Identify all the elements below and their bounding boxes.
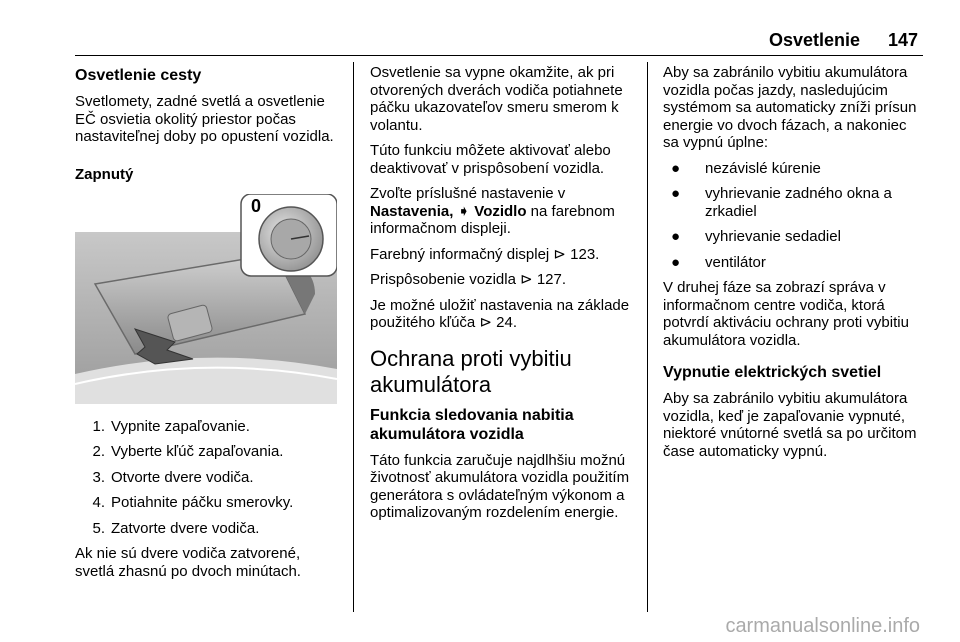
page-number: 147	[887, 30, 918, 50]
paragraph-key-settings: Je možné uložiť nastavenia na základe použitého kľúča ⊳ 24.	[370, 296, 630, 331]
paragraph-second-phase: V druhej fáze sa zobrazí správa v informačnom centre vodiča, ktorá potvrdí aktiváciu ochrany proti vybitiu akumulátora vozidla.	[663, 279, 909, 349]
list-item: ● ventilátor	[671, 253, 766, 271]
column-divider-2	[647, 62, 648, 612]
settings-link: Nastavenia	[370, 202, 450, 220]
subheading-on: Zapnutý	[75, 165, 134, 183]
steps-list	[75, 418, 343, 538]
list-item: 4. Potiahnite páčku smerovky.	[92, 494, 294, 511]
paragraph-power-reduction: Aby sa zabránilo vybitiu akumulátora vozidla počas jazdy, nasledujúcim systémom sa automaticky zníži prísun energie vo dvoch fázach, a nakoniec sa vypnú úplne:	[663, 64, 917, 151]
reference-display: Farebný informačný displej ⊳ 123.	[370, 245, 600, 263]
column-divider-1	[353, 62, 354, 612]
section-title: Osvetlenie	[768, 30, 860, 50]
list-item: ● nezávislé kúrenie	[671, 159, 821, 177]
turn-signal-stalk-image	[75, 194, 337, 404]
paragraph-doors-open: Ak nie sú dvere vodiča zatvorené, svetlá zhasnú po dvoch minútach.	[75, 545, 301, 580]
vehicle-link: Vozidlo	[474, 202, 527, 220]
list-item: ● vyhrievanie zadného okna a zrkadiel	[671, 185, 892, 220]
heading-battery-protection: Ochrana proti vybitiu akumulátora	[370, 345, 572, 397]
paragraph-select-setting: Zvoľte príslušné nastavenie v Nastavenia, ➧ Vozidlo na farebnom informačnom displeji.	[370, 185, 615, 237]
column-3	[663, 64, 925, 468]
list-item: 2. Vyberte kľúč zapaľovania.	[92, 443, 284, 460]
column-1	[75, 64, 343, 588]
figure-badge: 0	[251, 195, 262, 216]
header-rule	[75, 55, 923, 56]
list-item: ● vyhrievanie sedadiel	[671, 228, 841, 245]
heading-exit-lighting: Osvetlenie cesty	[75, 67, 202, 84]
heading-battery-monitoring: Funkcia sledovania nabitia akumulátora vozidla	[370, 406, 574, 443]
list-item: 1. Vypnite zapaľovanie.	[92, 417, 250, 435]
paragraph-battery-monitoring: Táto funkcia zaručuje najdlhšiu možnú životnosť akumulátora vozidla použitím generátora s ovládateľným výkonom a optimalizovaným rozdelením energie.	[370, 451, 630, 521]
heading-light-shutoff: Vypnutie elektrických svetiel	[663, 364, 882, 381]
systems-list	[663, 160, 925, 272]
watermark: carmanualsonline.info	[725, 615, 920, 637]
paragraph-lights-off: Osvetlenie sa vypne okamžite, ak pri otvorených dverách vodiča potiahnete páčku ukazovateľov smeru smerom k volantu.	[370, 64, 623, 134]
list-item: 5. Zatvorte dvere vodiča.	[92, 519, 260, 537]
stalk-illustration	[75, 194, 337, 404]
paragraph-exit-lighting: Svetlomety, zadné svetlá a osvetlenie EČ osvietia okolitý priestor počas nastaviteľnej doby po opustení vozidla.	[75, 93, 334, 145]
list-item: 3. Otvorte dvere vodiča.	[92, 468, 254, 486]
column-2	[370, 64, 638, 530]
reference-personalization: Prispôsobenie vozidla ⊳ 127.	[370, 271, 567, 288]
page-header	[0, 30, 960, 52]
paragraph-toggle-function: Túto funkciu môžete aktivovať alebo deaktivovať v prispôsobení vozidla.	[370, 142, 611, 177]
paragraph-light-shutoff: Aby sa zabránilo vybitiu akumulátora vozidla, keď je zapaľovanie vypnuté, niektoré vnútorné svetlá sa po určitom čase automaticky vypnú.	[663, 390, 917, 460]
